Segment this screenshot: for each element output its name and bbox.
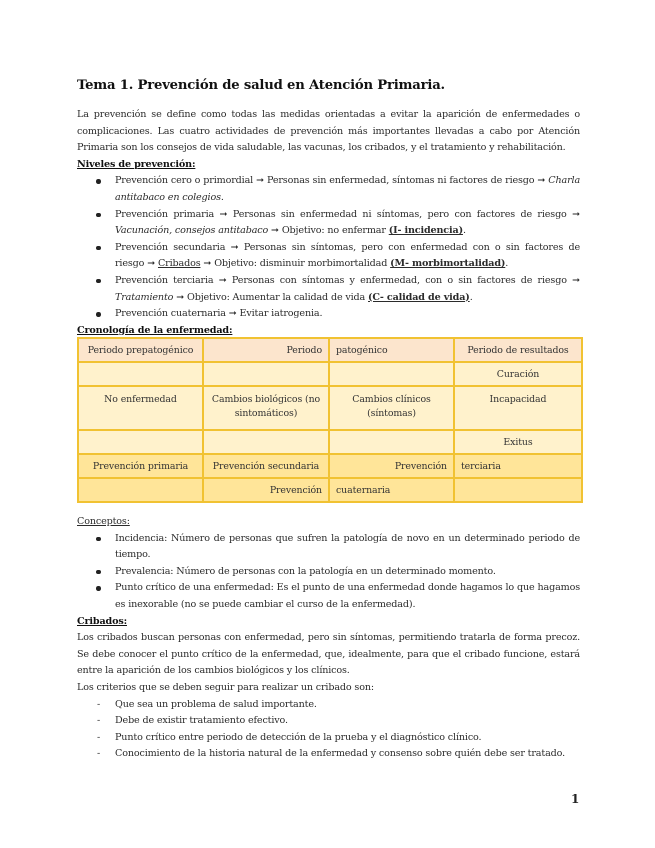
arrow-icon: ➞: [203, 258, 212, 270]
nivel-objective: Objetivo: Aumentar la calidad de vida: [187, 291, 369, 303]
table-cell: Periodo: [203, 338, 329, 362]
list-item: [77, 730, 580, 747]
cribados-criteria-list: [77, 697, 580, 763]
nivel-example: Cribados: [157, 258, 201, 270]
nivel-desc: Evitar iatrogenia.: [239, 308, 323, 320]
nivel-desc: Personas sin síntomas, pero con enfermedad con o sin factores de riesgo: [115, 241, 581, 270]
list-item: [77, 306, 580, 323]
bullet-icon: [96, 537, 101, 542]
period: .: [220, 191, 224, 203]
list-item: [77, 713, 580, 730]
conceptos-heading: Conceptos:: [77, 516, 130, 527]
arrow-icon: ➞: [230, 241, 239, 253]
table-row: [78, 338, 582, 362]
table-cell: Prevención: [329, 454, 454, 478]
bullet-icon: [96, 179, 101, 184]
table-cell: cuaternaria: [329, 478, 454, 502]
arrow-icon: ➞: [537, 175, 546, 187]
bullet-icon: [96, 213, 101, 218]
list-item: [77, 531, 580, 564]
cronologia-table: [77, 337, 583, 503]
table-cell: Curación: [454, 362, 582, 386]
nivel-label: Prevención primaria: [115, 208, 215, 220]
nivel-desc: Personas sin enfermedad, síntomas ni factores de riesgo: [266, 175, 535, 187]
table-cell: [454, 478, 582, 502]
nivel-desc: Personas con síntomas y enfermedad, con o sin factores de riesgo: [231, 274, 567, 286]
list-item: [77, 240, 580, 273]
arrow-icon: ➞: [271, 225, 279, 237]
bullet-icon: [96, 312, 101, 317]
criterion-text: Punto crítico entre periodo de detección de la prueba y el diagnóstico clínico.: [115, 731, 482, 743]
dash-icon: -: [97, 715, 101, 727]
arrow-icon: ➞: [219, 208, 228, 220]
table-cell: patogénico: [329, 338, 454, 362]
bullet-icon: [96, 586, 101, 591]
table-cell: [329, 362, 454, 386]
list-item: [77, 580, 580, 613]
table-cell: Periodo prepatogénico: [78, 338, 203, 362]
period: .: [462, 225, 466, 237]
table-row: [78, 386, 582, 430]
nivel-label: Prevención cero o primordial: [115, 175, 254, 187]
period: .: [505, 258, 509, 270]
list-item: [77, 697, 580, 714]
nivel-label: Prevención secundaria: [115, 241, 226, 253]
page-title: Tema 1. Prevención de salud en Atención Primaria.: [77, 78, 445, 93]
arrow-icon: ➞: [572, 274, 580, 286]
arrow-icon: ➞: [147, 258, 156, 270]
criterion-text: Que sea un problema de salud importante.: [115, 698, 317, 710]
table-cell: [203, 430, 329, 454]
table-cell: Periodo de resultados: [454, 338, 582, 362]
bullet-icon: [96, 570, 101, 575]
niveles-list: [77, 173, 580, 322]
page-number: 1: [571, 792, 580, 806]
table-cell: Cambios biológicos (no sintomáticos): [203, 386, 329, 430]
nivel-objective: Objetivo: disminuir morbimortalidad: [214, 258, 391, 270]
nivel-label: Prevención cuaternaria: [115, 308, 226, 320]
arrow-icon: ➞: [218, 274, 227, 286]
table-cell: [329, 430, 454, 454]
table-row: [78, 430, 582, 454]
cronologia-heading: Cronología de la enfermedad:: [77, 324, 233, 336]
table-cell: [78, 430, 203, 454]
nivel-objective: Objetivo: no enfermar: [281, 225, 389, 237]
criterion-text: Debe de existir tratamiento efectivo.: [115, 715, 288, 727]
arrow-icon: ➞: [176, 291, 185, 303]
table-cell: [78, 478, 203, 502]
table-cell: No enfermedad: [78, 386, 203, 430]
table-row: [78, 454, 582, 478]
intro-section: [77, 107, 580, 339]
nivel-tag: (C- calidad de vida): [368, 291, 470, 303]
table-cell: Incapacidad: [454, 386, 582, 430]
nivel-label: Prevención terciaria: [115, 274, 214, 286]
arrow-icon: ➞: [572, 208, 581, 220]
dash-icon: -: [97, 698, 101, 710]
cribados-criteria-intro: Los criterios que se deben seguir para realizar un cribado son:: [77, 681, 374, 693]
table-cell: Exitus: [454, 430, 582, 454]
nivel-desc: Personas sin enfermedad ni síntomas, pero con factores de riesgo: [232, 208, 567, 220]
list-item: [77, 564, 580, 581]
table-cell: terciaria: [454, 454, 582, 478]
niveles-heading: Niveles de prevención:: [77, 158, 196, 170]
criterion-text: Conocimiento de la historia natural de la enfermedad y consenso sobre quién debe ser tratado.: [115, 748, 565, 760]
table-cell: Prevención primaria: [78, 454, 203, 478]
concepto-text: Punto crítico de una enfermedad: Es el punto de una enfermedad donde hagamos lo que hagamos es inexorable (no se puede cambiar el curso de la enfermedad).: [115, 582, 580, 610]
list-item: [77, 173, 580, 206]
nivel-example: Tratamiento: [115, 291, 174, 303]
table-cell: [203, 362, 329, 386]
intro-paragraph: La prevención se define como todas las medidas orientadas a evitar la aparición de enfermedades o complicaciones. Las cuatro actividades de prevención más importantes llevadas a cabo por Atención Primaria son los consejos de vida saludable, las vacunas, los cribados, y el tratamiento y rehabilitación.: [77, 109, 580, 154]
dash-icon: -: [97, 748, 101, 760]
cribados-heading: Cribados:: [77, 615, 127, 627]
nivel-example: Vacunación, consejos antitabaco: [115, 225, 269, 237]
list-item: [77, 273, 580, 306]
concepto-text: Incidencia: Número de personas que sufren la patología de novo en un determinado periodo de tiempo.: [115, 532, 580, 561]
bullet-icon: [96, 279, 101, 284]
table-row: [78, 362, 582, 386]
nivel-tag: (M- morbimortalidad): [390, 258, 506, 270]
table-cell: [78, 362, 203, 386]
concepto-text: Prevalencia: Número de personas con la patología en un determinado momento.: [115, 565, 496, 577]
nivel-tag: (I- incidencia): [388, 225, 463, 237]
list-item: [77, 207, 580, 240]
arrow-icon: ➞: [228, 308, 237, 320]
table-cell: Prevención secundaria: [203, 454, 329, 478]
table-cell: Cambios clínicos (síntomas): [329, 386, 454, 430]
dash-icon: -: [97, 731, 101, 743]
arrow-icon: ➞: [256, 175, 264, 187]
table-row: [78, 478, 582, 502]
period: .: [469, 291, 473, 303]
conceptos-section: [77, 514, 580, 763]
list-item: [77, 746, 580, 763]
table-cell: Prevención: [203, 478, 329, 502]
conceptos-list: [77, 531, 580, 614]
nivel-example: Charla antitabaco en colegios: [115, 175, 581, 203]
cribados-paragraph: Los cribados buscan personas con enfermedad, pero sin síntomas, permitiendo tratarla de forma precoz. Se debe conocer el punto crítico de la enfermedad, que, idealmente, para que el cribado funcione, estará entre la aparición de los cambios biológicos y los clínicos.: [77, 632, 580, 677]
bullet-icon: [96, 246, 101, 251]
